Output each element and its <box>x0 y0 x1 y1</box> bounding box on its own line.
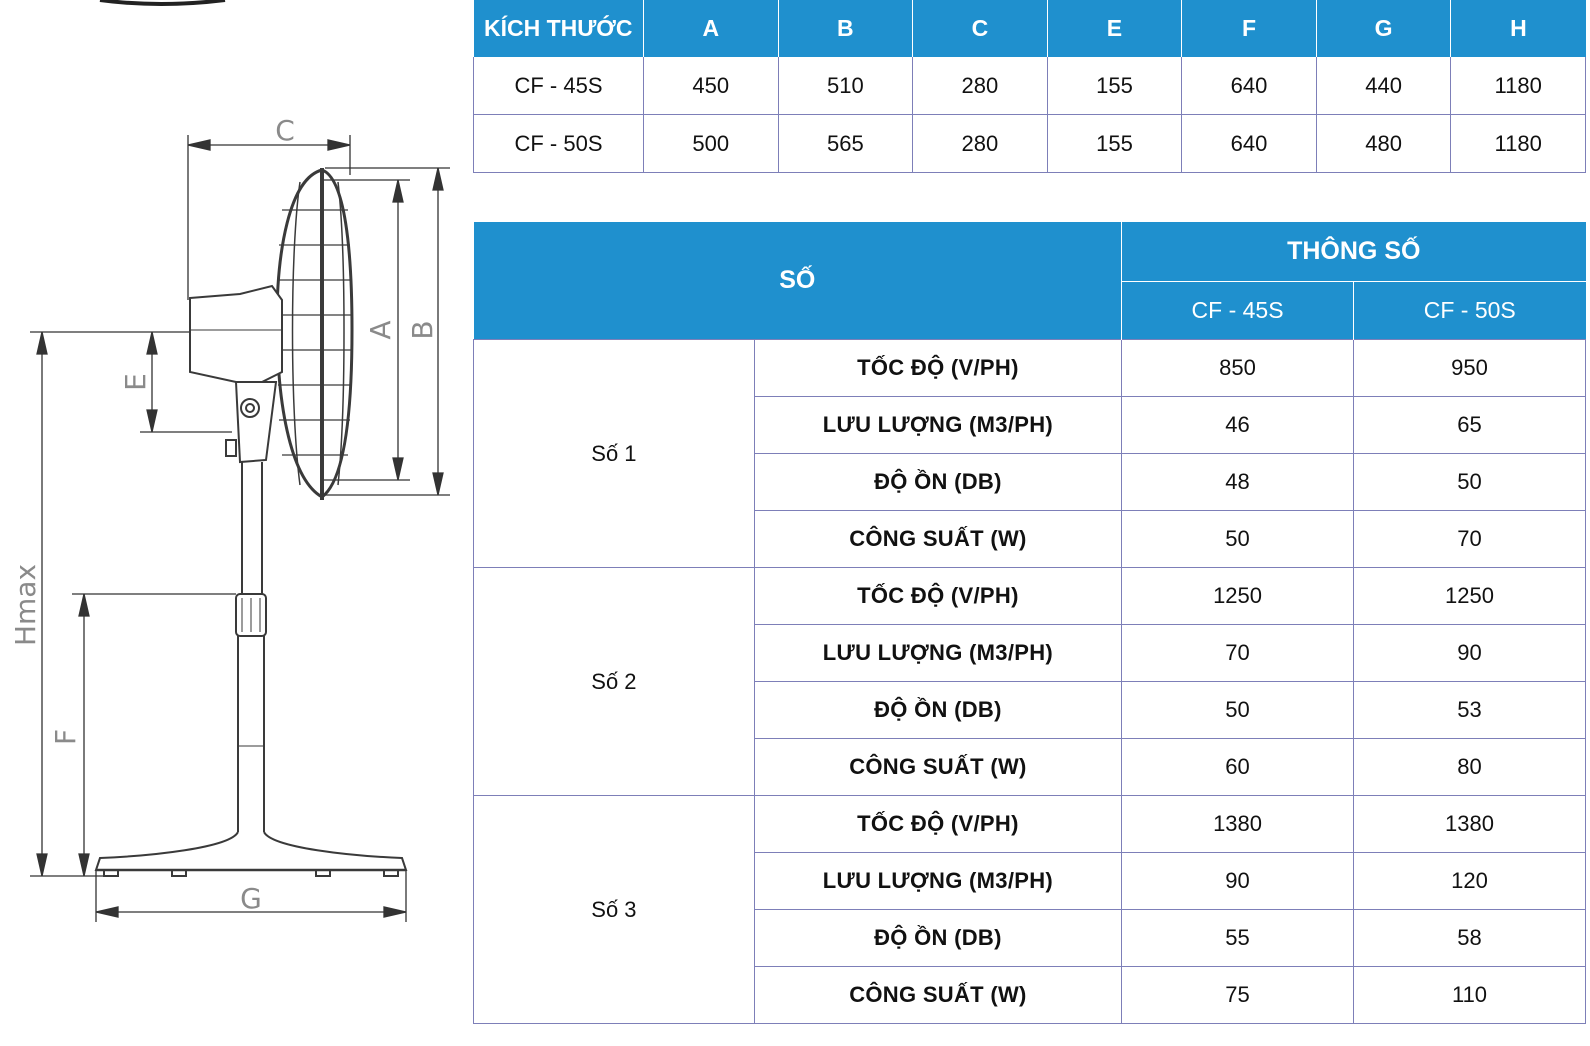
table-row <box>474 115 1586 173</box>
value-cf50s: 120 <box>1354 853 1586 910</box>
dim-header-cell: E <box>1047 0 1182 57</box>
param-label: LƯU LƯỢNG (M3/PH) <box>754 397 1121 454</box>
value-cf45s: 60 <box>1122 739 1354 796</box>
dim-header-cell: G <box>1316 0 1451 57</box>
dim-cell: 1180 <box>1451 57 1586 115</box>
param-label: CÔNG SUẤT (W) <box>754 511 1121 568</box>
value-cf45s: 55 <box>1122 910 1354 967</box>
value-cf50s: 70 <box>1354 511 1586 568</box>
dim-cell: 565 <box>778 115 913 173</box>
dimension-hmax <box>30 332 110 876</box>
dim-cell: 280 <box>913 115 1048 173</box>
param-label: ĐỘ ỒN (DB) <box>754 682 1121 739</box>
value-cf45s: 850 <box>1122 340 1354 397</box>
value-cf50s: 90 <box>1354 625 1586 682</box>
dim-cell: 480 <box>1316 115 1451 173</box>
value-cf50s: 53 <box>1354 682 1586 739</box>
param-label: CÔNG SUẤT (W) <box>754 967 1121 1024</box>
dim-cell: CF - 50S <box>474 115 644 173</box>
value-cf45s: 1250 <box>1122 568 1354 625</box>
dimension-f <box>72 594 236 876</box>
dim-header-cell: KÍCH THƯỚC <box>474 0 644 57</box>
speed-label: Số 2 <box>474 568 755 796</box>
value-cf50s: 50 <box>1354 454 1586 511</box>
value-cf45s: 50 <box>1122 511 1354 568</box>
value-cf50s: 1250 <box>1354 568 1586 625</box>
dimension-c <box>188 135 350 300</box>
table-row <box>474 57 1586 115</box>
value-cf45s: 75 <box>1122 967 1354 1024</box>
table-row <box>474 796 1586 853</box>
dim-cell: 155 <box>1047 57 1182 115</box>
dim-cell: 450 <box>644 57 779 115</box>
dim-cell: 155 <box>1047 115 1182 173</box>
value-cf45s: 50 <box>1122 682 1354 739</box>
param-label: LƯU LƯỢNG (M3/PH) <box>754 625 1121 682</box>
param-label: TỐC ĐỘ (V/PH) <box>754 340 1121 397</box>
dim-header-cell: H <box>1451 0 1586 57</box>
dim-header-cell: A <box>644 0 779 57</box>
value-cf50s: 110 <box>1354 967 1586 1024</box>
header-model-cf45s: CF - 45S <box>1122 282 1354 340</box>
header-model-cf50s: CF - 50S <box>1354 282 1586 340</box>
value-cf45s: 70 <box>1122 625 1354 682</box>
value-cf50s: 80 <box>1354 739 1586 796</box>
dim-cell: 440 <box>1316 57 1451 115</box>
value-cf50s: 58 <box>1354 910 1586 967</box>
dim-header-cell: B <box>778 0 913 57</box>
dimension-label-b: B <box>406 320 439 340</box>
param-label: TỐC ĐỘ (V/PH) <box>754 796 1121 853</box>
value-cf45s: 90 <box>1122 853 1354 910</box>
dim-cell: 640 <box>1182 57 1317 115</box>
param-label: ĐỘ ỒN (DB) <box>754 454 1121 511</box>
speed-label: Số 3 <box>474 796 755 1024</box>
dim-header-cell: C <box>913 0 1048 57</box>
fan-dimension-diagram <box>0 0 470 1046</box>
table-row <box>474 340 1586 397</box>
value-cf50s: 65 <box>1354 397 1586 454</box>
dimension-label-f: F <box>49 728 82 746</box>
dimension-label-g: G <box>240 882 262 915</box>
speed-label: Số 1 <box>474 340 755 568</box>
value-cf50s: 950 <box>1354 340 1586 397</box>
dimension-label-a: A <box>364 320 397 340</box>
table-row <box>474 568 1586 625</box>
dimension-label-c: C <box>275 114 295 147</box>
value-cf45s: 46 <box>1122 397 1354 454</box>
param-label: ĐỘ ỒN (DB) <box>754 910 1121 967</box>
dim-cell: 1180 <box>1451 115 1586 173</box>
value-cf45s: 48 <box>1122 454 1354 511</box>
param-label: CÔNG SUẤT (W) <box>754 739 1121 796</box>
param-label: LƯU LƯỢNG (M3/PH) <box>754 853 1121 910</box>
dimensions-header-row <box>474 0 1586 57</box>
dim-cell: 640 <box>1182 115 1317 173</box>
value-cf50s: 1380 <box>1354 796 1586 853</box>
value-cf45s: 1380 <box>1122 796 1354 853</box>
header-thong-so: THÔNG SỐ <box>1122 222 1586 282</box>
dim-cell: 280 <box>913 57 1048 115</box>
dimension-label-e: E <box>119 373 152 391</box>
specifications-table <box>473 222 1586 1024</box>
spec-header-row <box>474 222 1586 282</box>
fan-drawing <box>96 168 406 876</box>
param-label: TỐC ĐỘ (V/PH) <box>754 568 1121 625</box>
dim-cell: 510 <box>778 57 913 115</box>
dim-header-cell: F <box>1182 0 1317 57</box>
dimensions-table <box>473 0 1586 173</box>
dim-cell: CF - 45S <box>474 57 644 115</box>
header-so: SỐ <box>474 222 1122 340</box>
dim-cell: 500 <box>644 115 779 173</box>
dimension-label-hmax: Hmax <box>9 563 42 647</box>
